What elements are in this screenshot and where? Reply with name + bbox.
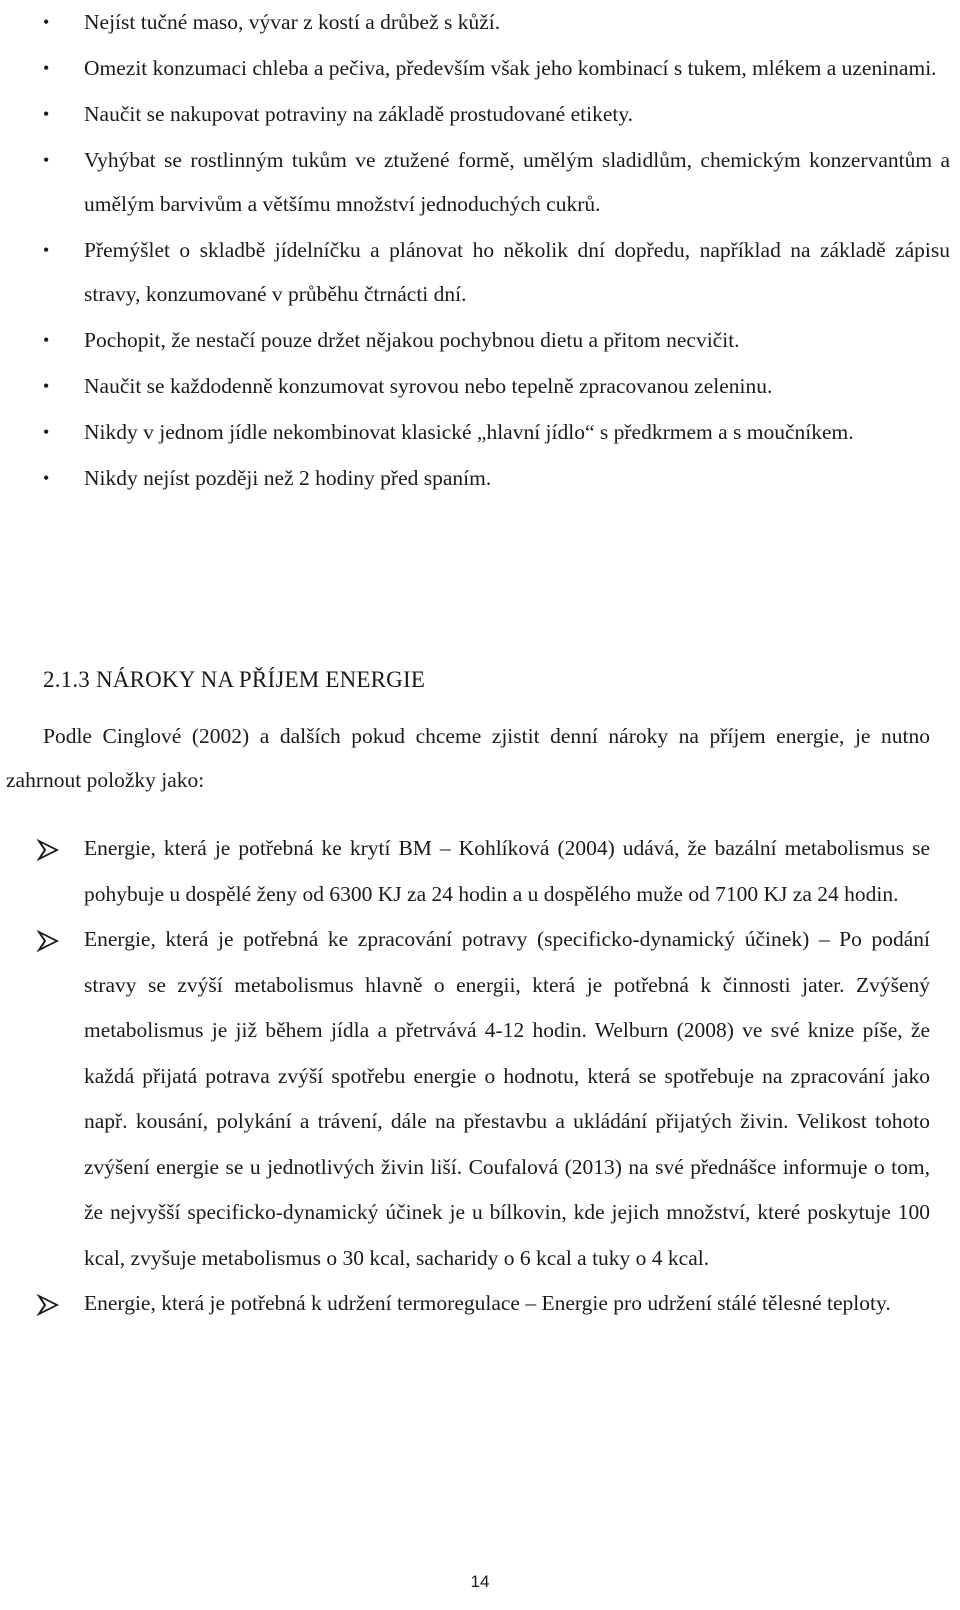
recommendation-list [0, 0, 960, 500]
bullet-dot-icon: • [43, 104, 50, 124]
list-item [0, 1281, 960, 1327]
arrowhead-bullet-icon [36, 839, 60, 861]
list-item [0, 92, 960, 136]
list-item-text: Omezit konzumaci chleba a pečiva, především však jeho kombinací s tukem, mlékem a uzeninami. [84, 56, 937, 80]
arrowhead-bullet-icon [36, 930, 60, 952]
bullet-dot-icon: • [43, 422, 50, 442]
list-item-text: Energie, která je potřebná ke krytí BM – Kohlíková (2004) udává, že bazální metabolismus se pohybuje u dospělé ženy od 6300 KJ za 24 hodin a u dospělého muže od 7100 KJ za 24 hodin. [84, 836, 930, 906]
list-item-text: Přemýšlet o skladbě jídelníčku a plánovat ho několik dní dopředu, například na základě zápisu stravy, konzumované v průběhu čtrnácti dní. [84, 238, 950, 306]
bullet-dot-icon: • [43, 376, 50, 396]
list-item [0, 364, 960, 408]
list-item-text: Energie, která je potřebná ke zpracování potravy (specificko-dynamický účinek) – Po podání stravy se zvýší metabolismus hlavně o energii, která je potřebná k činnosti jater. Zvýšený metabolismus je již během jídla a přetrvává 4-12 hodin. Welburn (2008) ve své knize píše, že každá přijatá potrava zvýší spotřebu energie o hodnotu, která se spotřebuje na zpracování jako např. kousání, polykání a trávení, dále na přestavbu a ukládání přijatých živin. Velikost tohoto zvýšení energie se u jednotlivých živin liší. Coufalová (2013) na své přednášce informuje o tom, že nejvyšší specificko-dynamický účinek je u bílkovin, kde jejich množství, které poskytuje 100 kcal, zvyšuje metabolismus o 30 kcal, sacharidy o 6 kcal a tuky o 4 kcal. [84, 927, 930, 1270]
list-item [0, 917, 960, 1281]
list-item-text: Nejíst tučné maso, vývar z kostí a drůbež s kůží. [84, 10, 501, 34]
page-number: 14 [470, 1572, 490, 1591]
section-intro-text: Podle Cinglové (2002) a dalších pokud chceme zjistit denní nároky na příjem energie, je nutno zahrnout položky jako: [6, 724, 930, 792]
bullet-dot-icon: • [43, 12, 50, 32]
bullet-dot-icon: • [43, 240, 50, 260]
list-item [0, 410, 960, 454]
list-item-text: Nikdy nejíst později než 2 hodiny před spaním. [84, 466, 492, 490]
section-heading: 2.1.3 NÁROKY NA PŘÍJEM ENERGIE [43, 667, 426, 692]
list-item [0, 0, 960, 44]
bullet-dot-icon: • [43, 58, 50, 78]
section-intro-paragraph [6, 714, 930, 802]
list-item [0, 826, 960, 917]
list-item-text: Vyhýbat se rostlinným tukům ve ztužené formě, umělým sladidlům, chemickým konzervantům a umělým barvivům a většímu množství jednoduchých cukrů. [84, 148, 950, 216]
arrowhead-bullet-icon [36, 1294, 60, 1316]
list-item-text: Nikdy v jednom jídle nekombinovat klasické „hlavní jídlo“ s předkrmem a s moučníkem. [84, 420, 854, 444]
list-item [0, 46, 960, 90]
bullet-dot-icon: • [43, 150, 50, 170]
list-item [0, 228, 960, 316]
list-item-text: Naučit se nakupovat potraviny na základě prostudované etikety. [84, 102, 634, 126]
list-item [0, 318, 960, 362]
bullet-dot-icon: • [43, 468, 50, 488]
bullet-dot-icon: • [43, 330, 50, 350]
list-item [0, 456, 960, 500]
energy-items-list [0, 826, 960, 1327]
list-item-text: Pochopit, že nestačí pouze držet nějakou pochybnou dietu a přitom necvičit. [84, 328, 740, 352]
list-item [0, 138, 960, 226]
list-item-text: Energie, která je potřebná k udržení termoregulace – Energie pro udržení stálé tělesné teploty. [84, 1291, 891, 1315]
list-item-text: Naučit se každodenně konzumovat syrovou nebo tepelně zpracovanou zeleninu. [84, 374, 773, 398]
